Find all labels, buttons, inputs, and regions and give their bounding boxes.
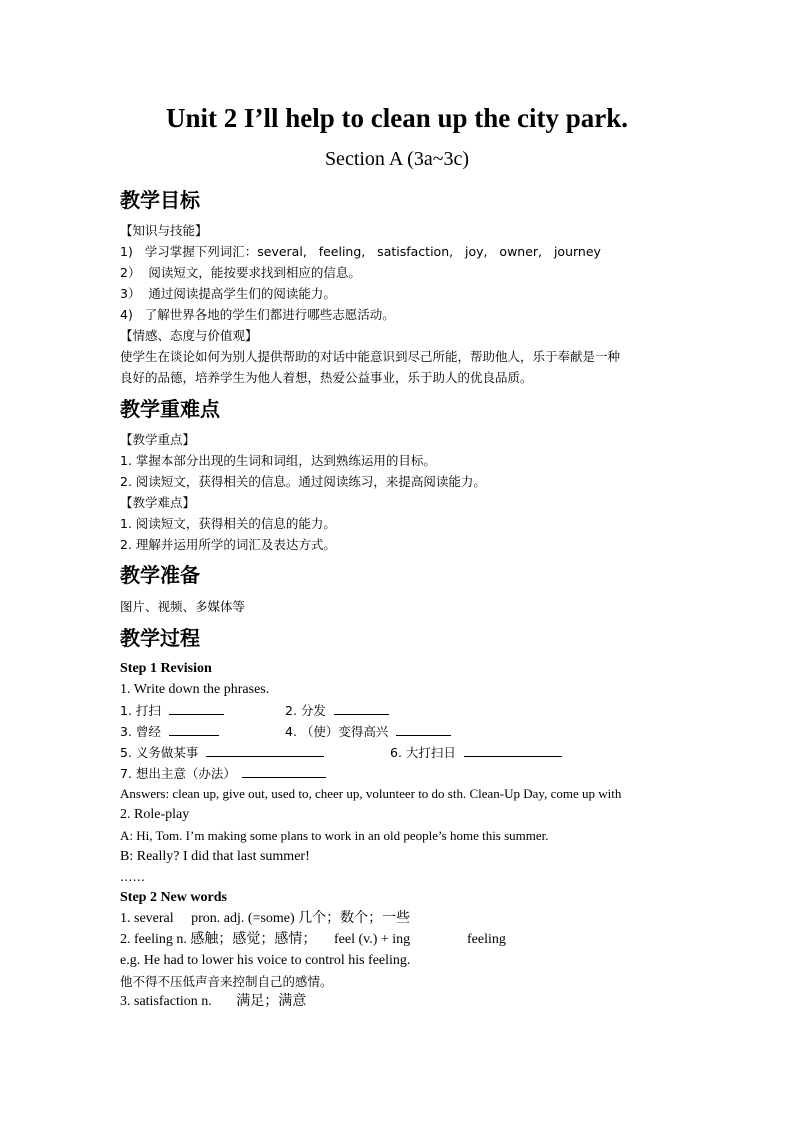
phrase-item (120, 702, 224, 719)
keypoints-heading: 教学重难点 (120, 397, 220, 421)
phrase-item (285, 723, 451, 740)
answer-blank[interactable] (464, 744, 562, 757)
step2-heading: Step 2 New words (120, 890, 227, 905)
phrase-label: 1. 打扫 (120, 703, 161, 718)
phrase-label: 2. 分发 (285, 703, 326, 718)
emotion-text-line: 良好的品德，培养学生为他人着想，热爱公益事业，乐于助人的优良品质。 (120, 370, 533, 385)
emotion-label: 【情感、态度与价值观】 (120, 328, 258, 343)
dialogue-line-a: A: Hi, Tom. I’m making some plans to work in an old people’s home this summer. (120, 828, 549, 843)
focus-item: 1. 掌握本部分出现的生词和词组，达到熟练运用的目标。 (120, 453, 436, 468)
answer-blank[interactable] (334, 702, 389, 715)
word-definition: 2. feeling n. 感触；感觉；感情； (120, 932, 317, 947)
phrase-label: 3. 曾经 (120, 724, 161, 739)
example-sentence: e.g. He had to lower his voice to control his feeling. (120, 953, 411, 968)
answer-blank[interactable] (206, 744, 324, 757)
phrase-label: 7. 想出主意（办法） (120, 766, 236, 781)
answer-blank[interactable] (242, 765, 326, 778)
document-title: Unit 2 I’ll help to clean up the city park. (165, 103, 629, 133)
objective-item: 4) 了解世界各地的学生们都进行哪些志愿活动。 (120, 307, 395, 322)
phrase-item (120, 765, 326, 782)
answer-blank[interactable] (169, 723, 219, 736)
phrase-item (390, 744, 562, 761)
phrase-item (120, 744, 324, 761)
knowledge-label: 【知识与技能】 (120, 223, 208, 238)
phrase-label: 4. （使）变得高兴 (285, 724, 389, 739)
preparation-text: 图片、视频、多媒体等 (120, 599, 246, 614)
answer-blank[interactable] (169, 702, 224, 715)
ellipsis: …… (120, 869, 145, 884)
dialogue-line-b: B: Really? I did that last summer! (120, 849, 310, 864)
answer-blank[interactable] (396, 723, 451, 736)
phrase-item (285, 702, 389, 719)
focus-label: 【教学重点】 (120, 432, 196, 447)
difficulty-label: 【教学难点】 (120, 495, 196, 510)
preparation-heading: 教学准备 (120, 563, 200, 587)
phrase-label: 5. 义务做某事 (120, 745, 199, 760)
write-phrases-instruction: 1. Write down the phrases. (120, 682, 270, 697)
objectives-heading: 教学目标 (120, 188, 200, 212)
word-entry-feeling (120, 931, 316, 948)
word-formation: feel (v.) + ing (334, 932, 411, 947)
focus-item: 2. 阅读短文，获得相关的信息。通过阅读练习，来提高阅读能力。 (120, 474, 486, 489)
word-entry-satisfaction: 3. satisfaction n. 满足；满意 (120, 994, 307, 1009)
document-subtitle: Section A (3a~3c) (324, 148, 470, 170)
objective-item: 2） 阅读短文，能按要求找到相应的信息。 (120, 265, 361, 280)
difficulty-item: 2. 理解并运用所学的词汇及表达方式。 (120, 537, 336, 552)
word-result: feeling (467, 932, 506, 947)
emotion-text-line: 使学生在谈论如何为别人提供帮助的对话中能意识到尽己所能，帮助他人，乐于奉献是一种 (120, 349, 621, 364)
phrase-item (120, 723, 219, 740)
objective-item: 1) 学习掌握下列词汇：several, feeling, satisfaction, joy, owner, journey (120, 244, 601, 259)
roleplay-instruction: 2. Role-play (120, 807, 190, 822)
process-heading: 教学过程 (120, 626, 200, 650)
difficulty-item: 1. 阅读短文，获得相关的信息的能力。 (120, 516, 336, 531)
phrase-label: 6. 大打扫日 (390, 745, 456, 760)
answers-line: Answers: clean up, give out, used to, cheer up, volunteer to do sth. Clean-Up Day, come up with (120, 786, 622, 801)
step1-heading: Step 1 Revision (120, 661, 212, 676)
example-translation: 他不得不压低声音来控制自己的感情。 (120, 974, 333, 989)
word-entry-several: 1. several pron. adj. (=some) 几个；数个；一些 (120, 911, 411, 926)
objective-item: 3） 通过阅读提高学生们的阅读能力。 (120, 286, 336, 301)
